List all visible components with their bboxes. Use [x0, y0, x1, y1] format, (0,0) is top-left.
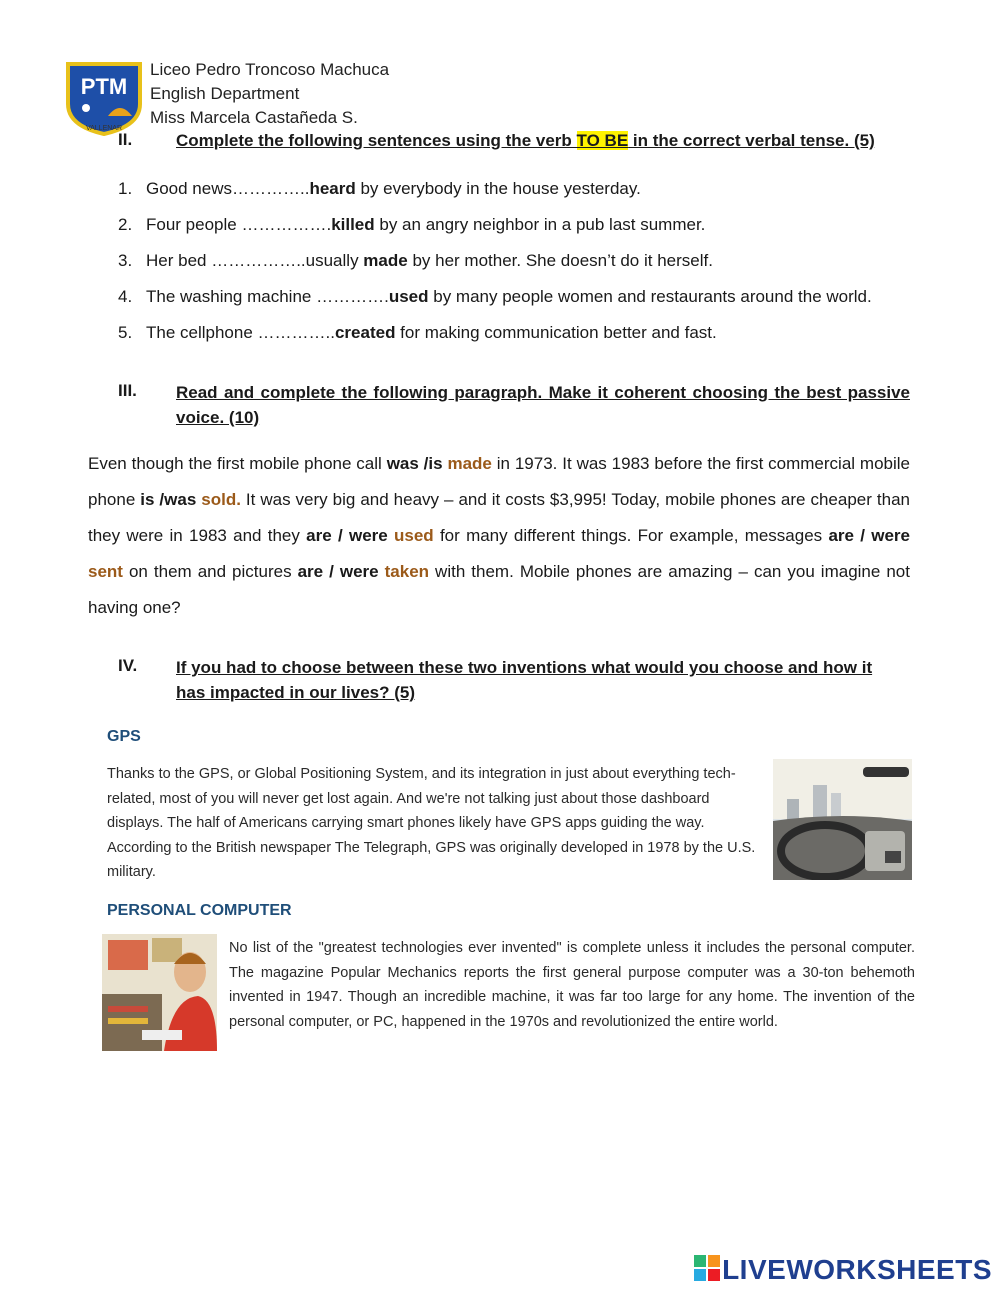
pc-text: No list of the "greatest technologies ever invented" is complete unless it includes the personal computer. The magazine Popular Mechanics reports the first general purpose computer was a 30-ton behemoth invented in 1947. Though an incredible machine, it was far too large for any home. The invention of the personal computer, or PC, happened in the 1970s and revolutionized the entire world.: [229, 940, 915, 1030]
gps-text: Thanks to the GPS, or Global Positioning System, and its integration in just about everything tech-related, most of you will never get lost again. And we're not talking just about those dashboard displays. The half of Americans carrying smart phones likely have GPS apps guiding the way. According to the British newspaper The Telegraph, GPS was originally developed in 1978 by the U.S. military.: [107, 766, 756, 880]
choice[interactable]: are / were: [828, 526, 910, 545]
section-2-number: II.: [118, 130, 133, 149]
section-4-number: IV.: [118, 656, 138, 675]
school-logo: [64, 60, 144, 136]
brand-name: LIVEWORKSHEETS: [722, 1254, 992, 1285]
department-name: English Department: [150, 84, 300, 103]
choice[interactable]: is /was: [140, 490, 197, 509]
exercise-item: 4. The washing machine ………….used by many people women and restaurants around the world.: [118, 287, 872, 306]
passive-paragraph: Even though the first mobile phone call was /is made in 1973. It was 1983 before the first commercial mobile phone is /was sold. It was very big and heavy – and it costs $3,995! Today, mobile phones are cheaper than they were in 1983 and they are / were used for many different things. For example, messages are / were sent on them and pictures are / were taken with them. Mobile phones are amazing – can you imagine not having one?: [88, 454, 911, 617]
logo-city: VALLENAR: [85, 125, 123, 132]
gps-heading: GPS: [107, 728, 141, 745]
choice[interactable]: are / were: [297, 562, 379, 581]
answer: sent: [88, 562, 123, 581]
exercise-item: 1. Good news…………..heard by everybody in the house yesterday.: [118, 179, 641, 198]
exercise-item: 5. The cellphone …………..created for making communication better and fast.: [118, 323, 717, 342]
to-be-highlight: TO BE: [576, 131, 629, 150]
gps-car-image: [773, 759, 912, 880]
choice[interactable]: was /is: [386, 454, 443, 473]
section-4-title: If you had to choose between these two inventions what would you choose and how it has impacted in our lives? (5): [176, 658, 873, 702]
section-2-title: Complete the following sentences using the verb TO BE in the correct verbal tense. (5): [176, 131, 875, 150]
exercise-item: 3. Her bed ……………..usually made by her mother. She doesn’t do it herself.: [118, 251, 713, 270]
exercise-item: 2. Four people …………….killed by an angry neighbor in a pub last summer.: [118, 215, 706, 234]
answer: used: [394, 526, 434, 545]
teacher-name: Miss Marcela Castañeda S.: [150, 108, 358, 127]
logo-letters: PTM: [80, 74, 128, 99]
section-3-number: III.: [118, 381, 137, 400]
choice[interactable]: are / were: [306, 526, 388, 545]
answer: taken: [384, 562, 430, 581]
pc-person-image: [102, 934, 217, 1051]
answer: sold.: [201, 490, 241, 509]
answer: made: [447, 454, 492, 473]
section-3-title: Read and complete the following paragraph. Make it coherent choosing the best passive voice. (10): [176, 383, 910, 427]
school-name: Liceo Pedro Troncoso Machuca: [150, 60, 390, 79]
pc-heading: PERSONAL COMPUTER: [107, 902, 292, 919]
brand-mark-icon: [694, 1255, 720, 1288]
liveworksheets-logo[interactable]: [694, 1254, 992, 1288]
